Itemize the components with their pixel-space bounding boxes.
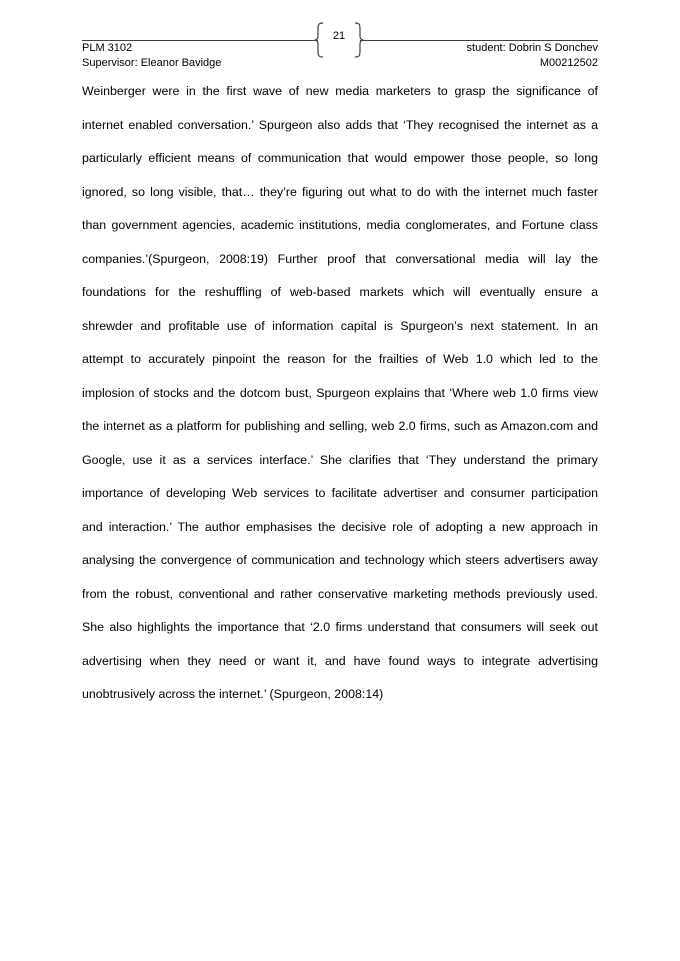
paragraph-line: from the robust, conventional and rather conservative marketing methods previously used. [82,586,598,601]
supervisor-name: Supervisor: Eleanor Bavidge [82,57,222,69]
paragraph-line: implosion of stocks and the dotcom bust, Spurgeon explains that ‘Where web 1.0 firms view [82,385,598,400]
paragraph-line: advertising when they need or want it, and have found ways to integrate advertising [82,653,598,668]
paragraph-line: and interaction.’ The author emphasises the decisive role of adopting a new approach in [82,519,598,534]
paragraph-line: Google, use it as a services interface.’ She clarifies that ‘They understand the primary [82,452,598,467]
paragraph-line: shrewder and profitable use of information capital is Spurgeon’s next statement. In an [82,318,598,333]
paragraph-line: attempt to accurately pinpoint the reason for the frailties of Web 1.0 which led to the [82,352,598,366]
paragraph-line: foundations for the reshuffling of web-based markets which will eventually ensure a [82,285,598,299]
paragraph-line: She also highlights the importance that ‘2.0 firms understand that consumers will seek out [82,620,598,634]
paragraph-line: Weinberger were in the first wave of new media marketers to grasp the significance of [82,84,598,98]
header-rule-left [82,40,318,41]
course-code: PLM 3102 [82,42,133,54]
paragraph-line: analysing the convergence of communication and technology which steers advertisers away [82,553,598,567]
header-rule-right [360,40,598,41]
page-number: 21 [332,30,346,42]
student-id: M00212502 [539,57,598,69]
paragraph-line: the internet as a platform for publishing and selling, web 2.0 firms, such as Amazon.com and [82,419,598,433]
paragraph-line: importance of developing Web services to facilitate advertiser and consumer participation [82,486,598,500]
paragraph-line: unobtrusively across the internet.’ (Spurgeon, 2008:14) [82,687,384,701]
body-paragraph [82,81,598,718]
student-name: student: Dobrin S Donchev [466,42,598,54]
paragraph-line: companies.’(Spurgeon, 2008:19) Further proof that conversational media will lay the [82,251,598,266]
paragraph-line: than government agencies, academic institutions, media conglomerates, and Fortune class [82,218,598,232]
paragraph-line: internet enabled conversation.’ Spurgeon also adds that ‘They recognised the internet as a [82,117,598,132]
paragraph-line: ignored, so long visible, that… they’re figuring out what to do with the internet much faster [82,184,598,199]
paragraph-line: particularly efficient means of communication that would empower those people, so long [82,151,598,165]
